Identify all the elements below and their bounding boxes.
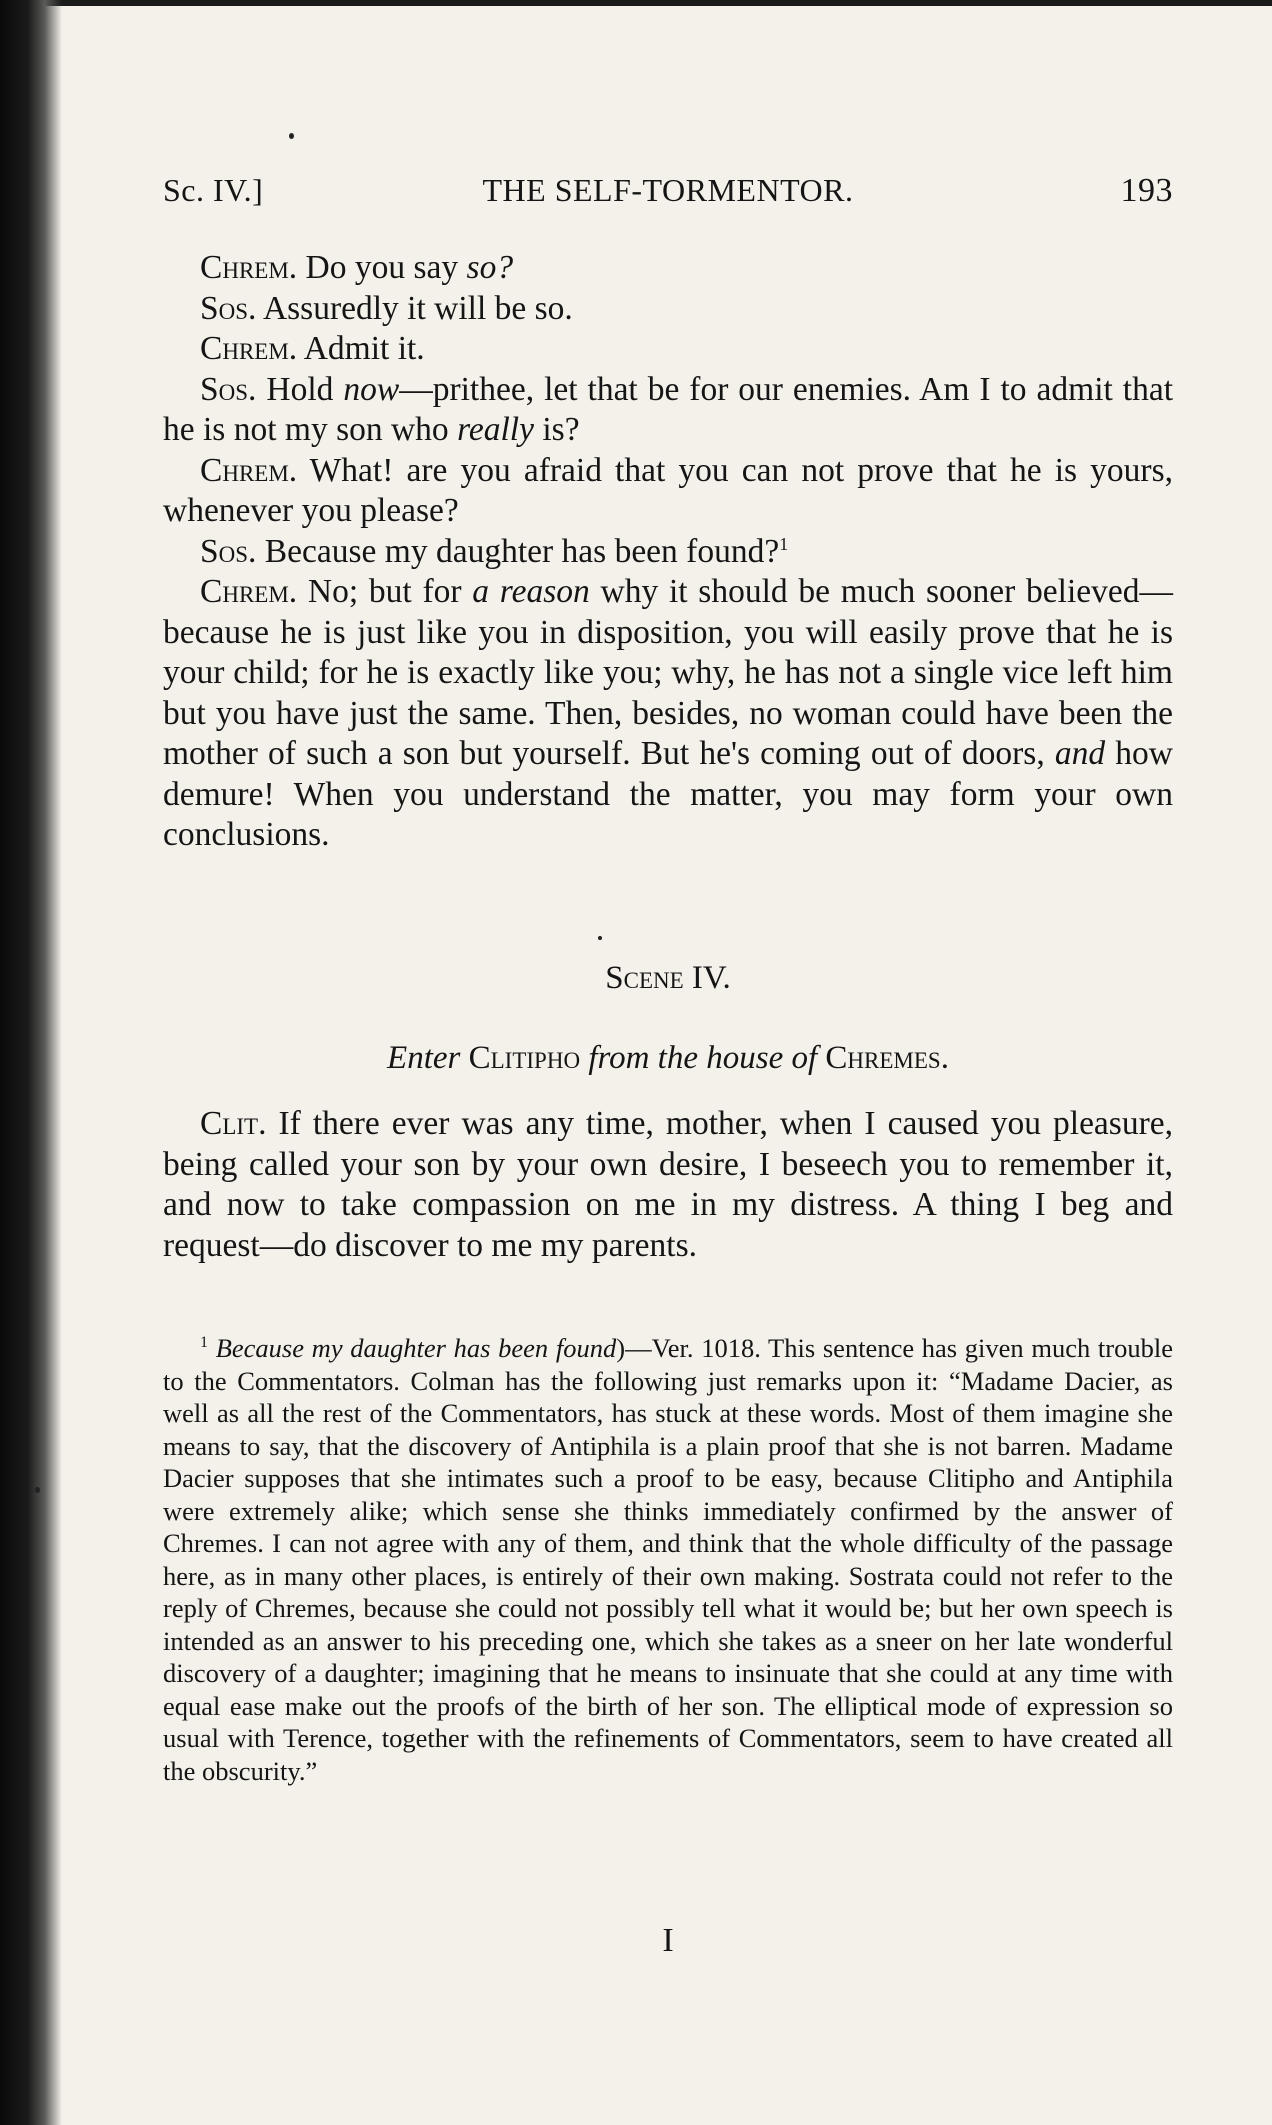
footnote-text: )—Ver. 1018. This sentence has given much trouble to the Commentators. Colman has the following just remarks upon it: “Madame Dacier, as well as all the rest of the Commentators, has stuck at these words. Most of them imagine she means to say, that the discovery of Antiphila is a plain proof that she is not barren. Madame Dacier supposes that she intimates such a proof to be easy, because Clitipho and Antiphila were extremely alike; which sense she thinks immediately confirmed by the answer of Chremes. I can not agree with any of them, and think that the whole difficulty of the passage here, as in many other places, is entirely of their own making. Sostrata could not refer to the reply of Chremes, because she could not possibly tell what it would be; but her own speech is intended as an answer to his preceding one, which she takes as a sneer on her late wonderful discovery of a daughter; imagining that he means to insinuate that she could at any time with equal ease make out the proofs of the birth of her son. The elliptical mode of expression so usual with Terence, together with the refinements of Commentators, seem to have created all the obscurity.” <box>163 1333 1173 1786</box>
speech-text: Do you say <box>297 249 467 286</box>
speech-text: Assuredly it will be so. <box>256 289 573 327</box>
speech-text: now <box>343 370 400 408</box>
speech-text: is? <box>533 411 580 448</box>
stage-middle: from the house of <box>588 1040 818 1076</box>
speech-text: so? <box>466 249 514 286</box>
speaker-name: Chrem. <box>200 573 298 610</box>
stage-direction <box>163 1040 1173 1077</box>
speech-text: a reason <box>472 573 590 610</box>
speech-text: —prithee, let that be for our enemies. Am I to admit that he is not my son who <box>163 370 1174 448</box>
signature-mark: I <box>662 1922 674 1959</box>
footnote <box>163 1332 1173 1787</box>
speech-text: why it should be much sooner believed—because he is just like you in disposition, you will easily prove that he is your child; for he is exactly like you; why, he has not a single vice left him but you have just the same. Then, besides, no woman could have been the mother of such a son but yourself. But he's coming out of doors, <box>163 573 1173 772</box>
speaker-name: Sos. <box>200 370 257 408</box>
speech-text: and <box>1054 735 1106 772</box>
page-top-edge <box>0 0 1272 6</box>
page-number: 193 <box>1120 172 1173 209</box>
speech-text: If there ever was any time, mother, when I caused you pleasure, being called your son by your own desire, I beseech you to remember it, and now to take compassion on me in my distress. A thing I beg and request—do discover to me my parents. <box>163 1105 1173 1264</box>
footnote-lemma: Because my daughter has been found <box>215 1333 617 1363</box>
dialogue-block <box>163 248 1173 856</box>
speech-text: Because my daughter has been found? <box>256 532 780 570</box>
scene-heading <box>163 960 1173 997</box>
speech-paragraph <box>163 572 1173 856</box>
speaker-name: Sos. <box>200 532 257 570</box>
footnote-mark: 1 <box>200 1334 208 1352</box>
speech-paragraph <box>163 532 1173 573</box>
footnote-paragraph <box>163 1332 1173 1787</box>
scene-number: IV. <box>691 960 731 996</box>
scene-label: Scene <box>605 960 684 996</box>
scene-dialogue-block <box>163 1104 1173 1266</box>
speech-text: No; but for <box>297 573 473 610</box>
stage-house: Chremes. <box>825 1040 949 1076</box>
speech-paragraph <box>163 1104 1173 1266</box>
speech-paragraph <box>163 248 1173 289</box>
speech-text: What! are you afraid that you can not prove that he is yours, whenever you please? <box>163 451 1173 529</box>
stage-enter: Enter <box>387 1040 461 1076</box>
speaker-name: Chrem. <box>200 330 298 367</box>
ink-speck <box>598 936 602 940</box>
speech-paragraph <box>163 370 1173 451</box>
ink-speck <box>35 1487 40 1493</box>
running-head <box>163 172 1173 222</box>
speech-text: how demure! When you understand the matter, you may form your own conclusions. <box>163 735 1174 853</box>
speaker-name: Sos. <box>200 289 257 327</box>
speech-text: really <box>457 411 534 448</box>
speech-text: Hold <box>256 370 344 408</box>
running-head-scene: Sc. IV.] <box>163 172 264 208</box>
binding-shadow <box>0 0 62 2125</box>
speaker-name: Chrem. <box>200 249 298 286</box>
ink-speck <box>289 133 294 139</box>
speech-text: Admit it. <box>297 330 425 367</box>
speech-paragraph <box>163 329 1173 370</box>
speaker-name: Chrem. <box>200 451 298 489</box>
speech-paragraph <box>163 289 1173 330</box>
speech-paragraph <box>163 451 1173 532</box>
speaker-name: Clit. <box>200 1105 267 1142</box>
running-head-title: THE SELF-TORMENTOR. <box>482 172 854 208</box>
stage-character: Clitipho <box>468 1040 581 1076</box>
footnote-reference: 1 <box>779 533 789 554</box>
